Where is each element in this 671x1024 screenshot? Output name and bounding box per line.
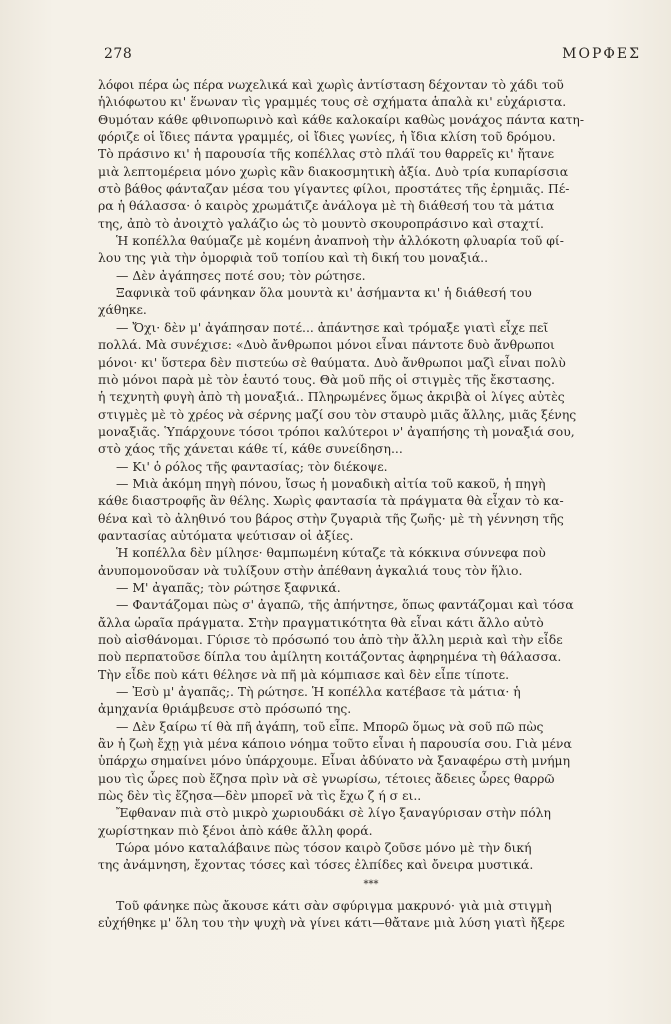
text-line: χωρίστηκαν πιὸ ξένοι ἀπὸ κάθε ἄλλη φορά.: [98, 822, 373, 838]
text-line: της, ἀπὸ τὸ ἀνοιχτὸ γαλάζιο ὡς τὸ μουντὸ σκουροπράσινο καὶ σταχτί.: [98, 215, 544, 231]
text-line: — Μιὰ ἀκόμη πηγὴ πόνου, ἴσως ἡ μοναδικὴ αἰτία τοῦ κακοῦ, ἡ πηγὴ: [116, 475, 546, 491]
text-line: ἀνυπομονοῦσαν νὰ τυλίξουν στὴν ἀπέθανη ἀγκαλιά τους τὸν ἥλιο.: [98, 562, 523, 578]
text-line: της ἀνάμνηση, ἔχοντας τόσες καὶ τόσες ἐλπίδες καὶ ὄνειρα μυστικά.: [98, 857, 534, 873]
text-line: ἂν ἡ ζωὴ ἔχῃ γιὰ μένα κάποιο νόημα τοῦτο εἶναι ἡ παρουσία σου. Γιὰ μένα: [98, 736, 572, 752]
text-line: ποὺ αἰσθάνομαι. Γύρισε τὸ πρόσωπό του ἀπὸ τὴν ἄλλη μεριὰ καὶ τὴν εἶδε: [98, 632, 563, 647]
text-line: — Δὲν ἀγάπησες ποτέ σου; τὸν ρώτησε.: [116, 267, 366, 283]
text-line: εὐχήθηκε μ' ὅλη του τὴν ψυχὴ νὰ γίνει κάτι—θἄτανε μιὰ λύση γιατὶ ἤξερε: [98, 915, 565, 931]
text-line: Ἔφθαναν πιὰ στὸ μικρὸ χωριουδάκι σὲ λίγο ξαναγύρισαν στὴν πόλη: [116, 805, 551, 821]
page-number: 278: [104, 46, 133, 62]
text-line: Θυμόταν κάθε φθινοπωρινὸ καὶ κάθε καλοκαίρι καθὼς μονάχος πάντα κατη-: [98, 111, 585, 127]
text-line: θένα καὶ τὸ ἀληθινό του βάρος στὴν ζυγαριὰ τῆς ζωῆς· μὲ τὴ γέννηση τῆς: [98, 510, 564, 526]
text-line: φόριζε οἱ ἴδιες πάντα γραμμές, οἱ ἴδιες γωνίες, ἡ ἴδια κλίση τοῦ δρόμου.: [98, 129, 556, 145]
text-line: — Μ' ἀγαπᾶς; τὸν ρώτησε ξαφνικά.: [116, 579, 341, 595]
text-line: στιγμὲς μὲ τὸ χρέος νὰ σέρνης μαζί σου τὸν σταυρὸ μιᾶς ἄλλης, μιᾶς ξένης: [98, 406, 577, 422]
text-line: — Δὲν ξαίρω τί θὰ πῆ ἀγάπη, τοῦ εἶπε. Μπορῶ ὅμως νὰ σοῦ πῶ πὼς: [116, 718, 544, 734]
text-line: Τὴν εἶδε ποὺ κάτι θέλησε νὰ πῆ μὰ κόμπιασε καὶ δὲν εἶπε τίποτε.: [98, 666, 510, 682]
text-line: κάθε διαστροφῆς ἂν θέλης. Χωρὶς φαντασία τὰ πράγματα θὰ εἶχαν τὸ κα-: [98, 493, 564, 509]
text-line: — Φαντάζομαι πὼς σ' ἀγαπῶ, τῆς ἀπήντησε, ὅπως φαντάζομαι καὶ τόσα: [116, 597, 574, 613]
text-line: πολλά. Μὰ συνέχισε: «Δυὸ ἄνθρωποι μόνοι εἶναι πάντοτε δυὸ ἄνθρωποι: [98, 337, 555, 353]
text-line: μοναξιᾶς. Ὑπάρχουνε τόσοι τρόποι καλύτεροι ν' ἀγαπήσης τὴ μοναξιά σου,: [98, 423, 575, 439]
text-line: στὸ χάος τῆς χάνεται κάθε τί, κάθε συνείδηση...: [98, 441, 403, 457]
text-line: πιὸ μόνοι παρὰ μὲ τὸν ἑαυτό τους. Θὰ μοῦ πῆς οἱ στιγμὲς τῆς ἔκστασης.: [98, 371, 555, 387]
text-line: — Ἐσὺ μ' ἀγαπᾶς;. Τὴ ρώτησε. Ἡ κοπέλλα κατέβασε τὰ μάτια· ἡ: [116, 684, 521, 700]
text-line: ἄλλα ὡραῖα πράγματα. Στὴν πραγματικότητα θὰ εἶναι κάτι ἄλλο αὐτὸ: [98, 614, 544, 630]
text-line: πὼς δὲν τὶς ἔζησα—δὲν μπορεῖ νὰ τὶς ἔχω ζ ή σ ει..: [98, 788, 422, 804]
running-header: [104, 46, 641, 68]
text-line: φαντασίας αὐτόματα ψεύτισαν οἱ ἀξίες.: [98, 527, 354, 543]
text-line: Τὸ πράσινο κι' ἡ παρουσία τῆς κοπέλλας στὸ πλάϊ του θαρρεῖς κι' ἤτανε: [98, 146, 555, 162]
text-line: Τοῦ φάνηκε πὼς ἄκουσε κάτι σὰν σφύριγμα μακρυνό· γιὰ μιὰ στιγμὴ: [116, 897, 552, 913]
text-line: στὸ βάθος φάνταζαν μέσα του γίγαντες φίλοι, προστάτες τῆς ἐρημιᾶς. Πέ-: [98, 181, 570, 197]
text-line: ἡλιόφωτου κι' ἕνωναν τὶς γραμμές τους σὲ σχήματα ἁπαλὰ κι' εὐχάριστα.: [98, 94, 567, 110]
text-body: [98, 76, 644, 932]
text-line: — Κι' ὁ ρόλος τῆς φαντασίας; τὸν διέκοψε.: [116, 458, 388, 474]
text-line: μόνοι· κι' ὕστερα δὲν πιστεύω σὲ θαύματα. Δυὸ ἄνθρωποι μαζὶ εἶναι πολὺ: [98, 354, 566, 370]
text-line: χάθηκε.: [98, 302, 147, 318]
text-line: ἀμηχανία θριάμβευσε στὸ πρόσωπό της.: [98, 701, 352, 717]
text-line: Τώρα μόνο καταλάβαινε πὼς τόσον καιρὸ ζοῦσε μόνο μὲ τὴν δική: [116, 840, 532, 856]
text-line: Ἡ κοπέλλα θαύμαζε μὲ κομένη ἀναπνοὴ τὴν ἀλλόκοτη φλυαρία τοῦ φί-: [116, 233, 564, 249]
text-line: ποὺ περπατοῦσε δίπλα του ἀμίλητη κοιτάζοντας ἀφηρημένα τὴ θάλασσα.: [98, 649, 562, 665]
section-break-asterisks: ***: [363, 878, 379, 890]
text-line: μιὰ λεπτομέρεια μόνο χωρὶς κἂν διακοσμητικὴ ἀξία. Δυὸ τρία κυπαρίσσια: [98, 163, 569, 179]
text-line: Ἡ κοπέλλα δὲν μίλησε· θαμπωμένη κύταζε τὰ κόκκινα σύννεφα ποὺ: [116, 545, 546, 561]
text-line: Ξαφνικὰ τοῦ φάνηκαν ὅλα μουντὰ κι' ἀσήμαντα κι' ἡ διάθεσή του: [116, 285, 532, 301]
text-line: λόφοι πέρα ὡς πέρα νωχελικά καὶ χωρὶς ἀντίσταση δέχονταν τὸ χάδι τοῦ: [98, 77, 564, 92]
text-line: λου της γιὰ τὴν ὀμορφιὰ τοῦ τοπίου καὶ τὴ δική του μοναξιά..: [98, 250, 489, 266]
text-line: ἡ τεχνητὴ φυγὴ ἀπὸ τὴ μοναξιά.. Πληρωμένες ὅμως ἀκριβὰ οἱ λίγες αὐτὲς: [98, 389, 565, 405]
text-line: ρα ἡ θάλασσα· ὁ καιρὸς χρωμάτιζε ἀνάλογα μὲ τὴ διάθεσή του τὰ μάτια: [98, 198, 555, 214]
text-line: — Ὄχι· δὲν μ' ἀγάπησαν ποτέ... ἀπάντησε καὶ τρόμαξε γιατὶ εἶχε πεῖ: [116, 319, 549, 335]
text-line: μου τὶς ὧρες ποὺ ἔζησα πρὶν νὰ σὲ γνωρίσω, τέτοιες ἄδειες ὧρες θαρρῶ: [98, 770, 555, 786]
text-line: ὑπάρχω σημαίνει μόνο ὑπάρχουμε. Εἶναι ἀδύνατο νὰ ξαναφέρω στὴ μνήμη: [98, 753, 571, 769]
journal-title: ΜΟΡΦΕΣ: [562, 46, 641, 62]
